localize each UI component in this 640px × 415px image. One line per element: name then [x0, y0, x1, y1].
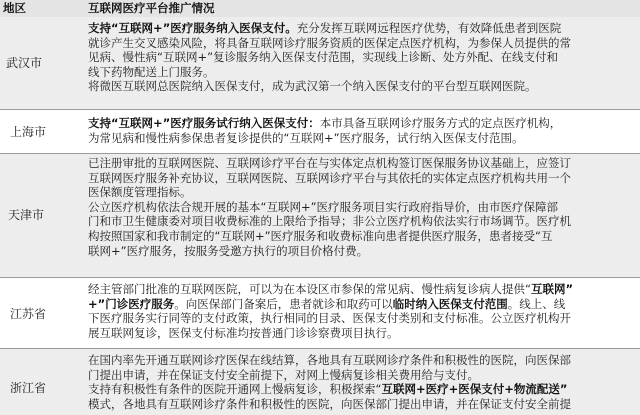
content-cell: [88, 116, 636, 145]
content-cell: [88, 156, 636, 258]
content-line: 联网+”医疗服务，按服务受邀方执行的项目价格付费。: [88, 243, 369, 258]
content-line: 展互联网复诊，医保支付标准均按普通门诊诊察费项目执行。: [88, 325, 399, 340]
table-row-jiangsu: [0, 277, 640, 348]
content-line: 互联网医疗服务补充协议，互联网医院、互联网诊疗平台与其依托的实体定点医疗机构共用一个: [88, 170, 571, 185]
content-line: 构按照国家和我市制定的“互联网+”医疗服务和收费标准向患者提供医疗服务，患者接受“互: [88, 228, 553, 243]
region-cell: 武汉市: [6, 56, 43, 70]
content-cell: [88, 21, 636, 94]
table-row-zhejiang: [0, 348, 640, 415]
content-line: 支持“互联网+”医疗服务纳入医保支付。充分发挥互联网远程医疗优势，有效降低患者到医院: [88, 21, 562, 35]
content-line: 在国内率先开通互联网诊疗医保在线结算，各地具有互联网诊疗条件和积极性的医院，向医保部: [88, 353, 571, 367]
content-cell: [88, 353, 636, 411]
content-line: 已注册审批的互联网医院、互联网诊疗平台在与实体定点机构签订医保服务协议基础上，应签订: [88, 156, 571, 170]
content-line: 线下药物配送上门服务。: [88, 64, 215, 79]
table-row-shanghai: [0, 109, 640, 153]
content-line: 就诊产生交叉感染风险，将具备互联网诊疗服务资质的医保定点医疗机构，为参保人员提供的常: [88, 35, 571, 50]
table-row-tianjin: [0, 153, 640, 277]
content-line: 见病、慢性病“互联网+”复诊服务纳入医保支付范围，实现线上诊断、处方外配、在线支付和: [88, 50, 559, 65]
content-line: 支持有积极性有条件的医院开通网上慢病复诊，积极探索“互联网+医疗+医保支付+物流配送”: [88, 382, 568, 397]
header-status: 互联网医疗平台推广情况: [88, 1, 215, 15]
region-cell: 上海市: [10, 125, 47, 139]
content-line: 支持“互联网+”医疗服务试行纳入医保支付：本市具备互联网诊疗服务方式的定点医疗机构，: [88, 116, 562, 130]
content-line: 模式，各地具有互联网诊疗条件和积极性的医院，向医保部门提出申请，并在保证支付安全前提: [88, 396, 571, 411]
content-line: +”门诊医疗服务。向医保部门备案后，患者就诊和取药可以临时纳入医保支付范围。线上、线: [88, 296, 566, 311]
content-line: 经主管部门批准的互联网医院，可以为在本设区市参保的常见病、慢性病复诊病人提供“互联网”: [88, 282, 574, 296]
content-line: 将微医互联网总医院纳入医保支付，成为武汉第一个纳入医保支付的平台型互联网医院。: [88, 79, 537, 94]
content-line: 门和市卫生健康委对项目收费标准的上限给予指导；非公立医疗机构依法实行市场调节。医疗机: [88, 214, 571, 229]
region-cell: 江苏省: [10, 307, 47, 321]
region-cell: 天津市: [8, 208, 45, 222]
content-line: 公立医疗机构依法合规开展的基本“互联网+”医疗服务项目实行政府指导价，由市医疗保障部: [88, 199, 559, 214]
content-line: 门提出申请，并在保证支付安全前提下，对网上慢病复诊相关费用给与支付。: [88, 367, 479, 382]
content-cell: [88, 282, 636, 340]
table-row-wuhan: [0, 17, 640, 109]
region-cell: 浙江省: [10, 381, 47, 395]
table-header: [0, 0, 640, 17]
content-line: 医保额度管理指标。: [88, 185, 192, 200]
content-line: 下医疗服务实行同等的支付政策，执行相同的目录、医保支付类别和支付标准。公立医疗机构开: [88, 311, 571, 326]
content-line: 为常见病和慢性病参保患者复诊提供的“互联网+”医疗服务，试行纳入医保支付范围。: [88, 130, 524, 145]
header-region: 地区: [3, 1, 26, 15]
